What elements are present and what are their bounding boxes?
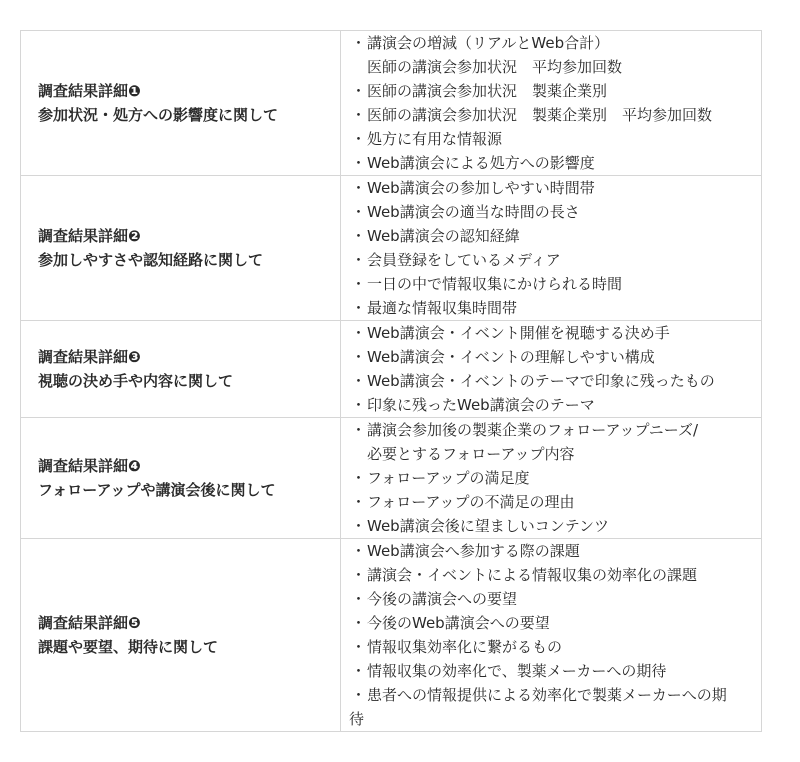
bullet-icon: ・ bbox=[351, 421, 367, 439]
bullet-icon: ・ bbox=[351, 154, 367, 172]
bullet-icon: ・ bbox=[351, 686, 367, 704]
items-cell bbox=[341, 176, 762, 321]
list-item bbox=[349, 200, 753, 224]
list-item-text: Web講演会の認知経緯 bbox=[367, 227, 520, 245]
items-cell bbox=[341, 321, 762, 418]
section-heading-cell bbox=[21, 418, 341, 539]
bullet-icon: ・ bbox=[351, 372, 367, 390]
list-item bbox=[349, 224, 753, 248]
list-item-text: 会員登録をしているメディア bbox=[367, 251, 561, 269]
item-list bbox=[349, 539, 753, 731]
section-subtitle: 視聴の決め手や内容に関して bbox=[38, 372, 234, 390]
items-cell bbox=[341, 539, 762, 732]
bullet-icon: ・ bbox=[351, 542, 367, 560]
list-item bbox=[349, 248, 753, 272]
bullet-icon: ・ bbox=[351, 130, 367, 148]
list-item bbox=[349, 418, 753, 466]
list-item-text: Web講演会後に望ましいコンテンツ bbox=[367, 517, 609, 535]
list-item bbox=[349, 635, 753, 659]
section-heading-cell bbox=[21, 31, 341, 176]
bullet-icon: ・ bbox=[351, 614, 367, 632]
item-list bbox=[349, 321, 753, 417]
list-item bbox=[349, 151, 753, 175]
list-item bbox=[349, 321, 753, 345]
list-item-text: 最適な情報収集時間帯 bbox=[367, 299, 518, 317]
list-item bbox=[349, 563, 753, 587]
list-item bbox=[349, 683, 753, 731]
table-row bbox=[21, 539, 762, 732]
list-item bbox=[349, 466, 753, 490]
item-list bbox=[349, 31, 753, 175]
list-item-text: Web講演会による処方への影響度 bbox=[367, 154, 595, 172]
bullet-icon: ・ bbox=[351, 324, 367, 342]
survey-details-table bbox=[20, 30, 762, 732]
bullet-icon: ・ bbox=[351, 275, 367, 293]
bullet-icon: ・ bbox=[351, 469, 367, 487]
list-item-text: 情報収集の効率化で、製薬メーカーへの期待 bbox=[367, 662, 667, 680]
section-title: 調査結果詳細❶ bbox=[38, 82, 141, 100]
list-item bbox=[349, 393, 753, 417]
bullet-icon: ・ bbox=[351, 203, 367, 221]
list-item bbox=[349, 611, 753, 635]
list-item-text: Web講演会・イベント開催を視聴する決め手 bbox=[367, 324, 670, 342]
table-row bbox=[21, 418, 762, 539]
list-item-text: Web講演会の適当な時間の長さ bbox=[367, 203, 580, 221]
list-item-text: 今後の講演会への要望 bbox=[367, 590, 518, 608]
list-item-text: Web講演会へ参加する際の課題 bbox=[367, 542, 580, 560]
section-title: 調査結果詳細❺ bbox=[38, 614, 141, 632]
list-item-text: 印象に残ったWeb講演会のテーマ bbox=[367, 396, 595, 414]
section-title: 調査結果詳細❷ bbox=[38, 227, 141, 245]
list-item-text: 今後のWeb講演会への要望 bbox=[367, 614, 550, 632]
bullet-icon: ・ bbox=[351, 396, 367, 414]
list-item-text: Web講演会・イベントのテーマで印象に残ったもの bbox=[367, 372, 715, 390]
bullet-icon: ・ bbox=[351, 590, 367, 608]
list-item-text: 処方に有用な情報源 bbox=[367, 130, 503, 148]
table-body bbox=[21, 31, 762, 732]
bullet-icon: ・ bbox=[351, 299, 367, 317]
list-item bbox=[349, 345, 753, 369]
section-title: 調査結果詳細❸ bbox=[38, 348, 141, 366]
bullet-icon: ・ bbox=[351, 82, 367, 100]
items-cell bbox=[341, 31, 762, 176]
list-item-text: 講演会の増減（リアルとWeb合計） bbox=[367, 34, 610, 52]
section-heading-cell bbox=[21, 539, 341, 732]
bullet-icon: ・ bbox=[351, 251, 367, 269]
list-item-text: Web講演会の参加しやすい時間帯 bbox=[367, 179, 595, 197]
list-item bbox=[349, 659, 753, 683]
table-row bbox=[21, 31, 762, 176]
section-heading-cell bbox=[21, 321, 341, 418]
bullet-icon: ・ bbox=[351, 493, 367, 511]
bullet-icon: ・ bbox=[351, 34, 367, 52]
list-item bbox=[349, 587, 753, 611]
item-list bbox=[349, 176, 753, 320]
bullet-icon: ・ bbox=[351, 662, 367, 680]
section-subtitle: 参加状況・処方への影響度に関して bbox=[38, 106, 279, 124]
list-item-text: 医師の講演会参加状況 製薬企業別 平均参加回数 bbox=[367, 106, 713, 124]
list-item-text: 講演会参加後の製薬企業のフォローアップニーズ/ bbox=[367, 421, 699, 439]
section-subtitle: フォローアップや講演会後に関して bbox=[38, 481, 276, 499]
list-item bbox=[349, 539, 753, 563]
section-subtitle: 参加しやすさや認知経路に関して bbox=[38, 251, 264, 269]
items-cell bbox=[341, 418, 762, 539]
list-item bbox=[349, 369, 753, 393]
list-item bbox=[349, 296, 753, 320]
bullet-icon: ・ bbox=[351, 227, 367, 245]
list-item bbox=[349, 272, 753, 296]
list-item-text: 医師の講演会参加状況 製薬企業別 bbox=[367, 82, 608, 100]
list-item-text: 患者への情報提供による効率化で製薬メーカーへの期 bbox=[367, 686, 727, 704]
bullet-icon: ・ bbox=[351, 566, 367, 584]
list-item bbox=[349, 176, 753, 200]
list-item-continuation: 医師の講演会参加状況 平均参加回数 bbox=[367, 58, 623, 76]
list-item-continuation: 必要とするフォローアップ内容 bbox=[367, 445, 575, 463]
list-item-text: 講演会・イベントによる情報収集の効率化の課題 bbox=[367, 566, 698, 584]
bullet-icon: ・ bbox=[351, 517, 367, 535]
section-title: 調査結果詳細❹ bbox=[38, 457, 141, 475]
list-item-text: フォローアップの不満足の理由 bbox=[367, 493, 575, 511]
list-item bbox=[349, 103, 753, 127]
list-item bbox=[349, 514, 753, 538]
item-list bbox=[349, 418, 753, 538]
list-item-text: 一日の中で情報収集にかけられる時間 bbox=[367, 275, 623, 293]
list-item-wrapped-text: 待 bbox=[349, 710, 365, 728]
list-item bbox=[349, 31, 753, 79]
bullet-icon: ・ bbox=[351, 106, 367, 124]
section-heading-cell bbox=[21, 176, 341, 321]
list-item-text: Web講演会・イベントの理解しやすい構成 bbox=[367, 348, 655, 366]
list-item bbox=[349, 490, 753, 514]
bullet-icon: ・ bbox=[351, 179, 367, 197]
list-item-text: フォローアップの満足度 bbox=[367, 469, 530, 487]
list-item bbox=[349, 127, 753, 151]
bullet-icon: ・ bbox=[351, 638, 367, 656]
section-subtitle: 課題や要望、期待に関して bbox=[38, 638, 219, 656]
list-item bbox=[349, 79, 753, 103]
table-row bbox=[21, 176, 762, 321]
table-row bbox=[21, 321, 762, 418]
list-item-text: 情報収集効率化に繋がるもの bbox=[367, 638, 563, 656]
bullet-icon: ・ bbox=[351, 348, 367, 366]
